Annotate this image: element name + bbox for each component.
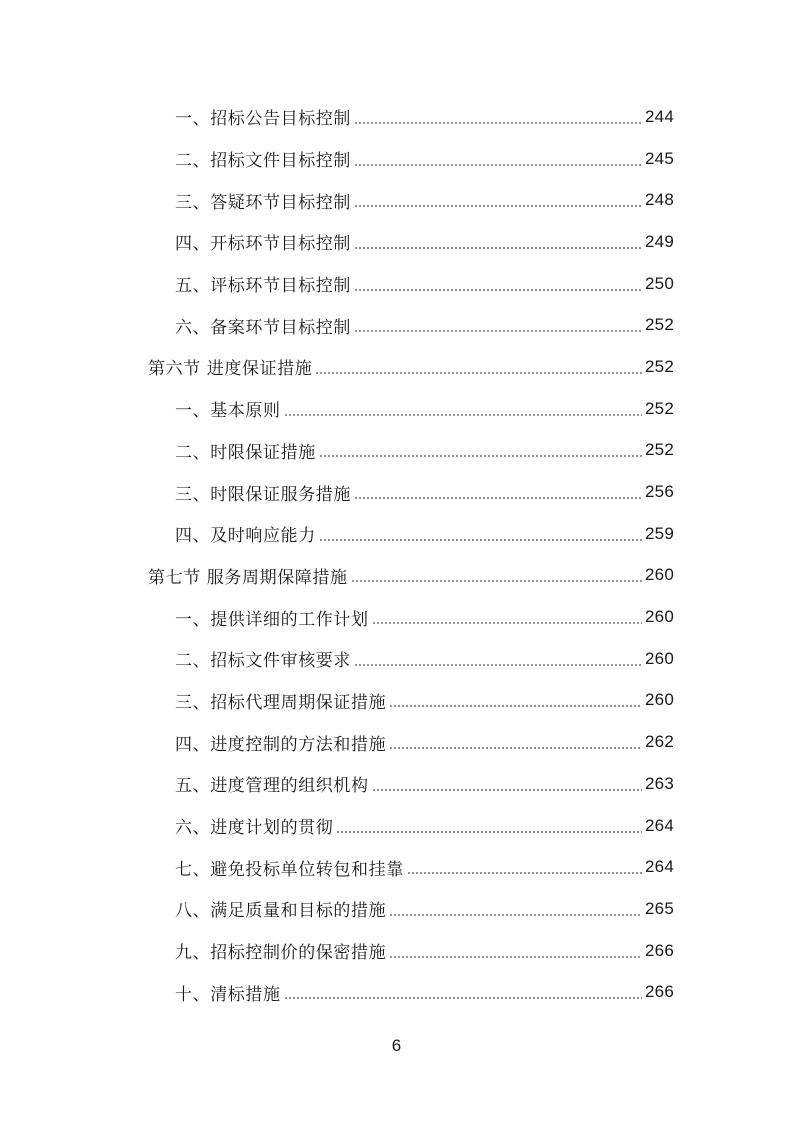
toc-entry-page: 264 — [645, 815, 674, 835]
toc-entry-page: 260 — [645, 607, 674, 627]
toc-entry[interactable] — [0, 763, 793, 805]
toc-entry-page: 252 — [645, 315, 674, 335]
toc-dot-leader — [389, 705, 642, 707]
toc-entry-title: 十、清标措施 — [175, 984, 281, 1005]
toc-section-entry[interactable] — [0, 555, 793, 597]
toc-dot-leader — [372, 622, 642, 624]
toc-entry-page: 248 — [645, 190, 674, 210]
toc-dot-leader — [284, 414, 642, 416]
toc-entry[interactable] — [0, 846, 793, 888]
toc-entry-title: 八、满足质量和目标的措施 — [175, 901, 387, 922]
toc-entry[interactable] — [0, 680, 793, 722]
toc-entry[interactable] — [0, 430, 793, 472]
toc-entry-title: 三、答疑环节目标控制 — [175, 192, 351, 213]
toc-entry-title: 九、招标控制价的保密措施 — [175, 943, 387, 964]
toc-entry[interactable] — [0, 805, 793, 847]
toc-entry-page: 260 — [645, 565, 674, 585]
toc-entry-title: 第六节 进度保证措施 — [148, 359, 313, 380]
toc-entry[interactable] — [0, 221, 793, 263]
toc-entry[interactable] — [0, 179, 793, 221]
toc-dot-leader — [319, 455, 642, 457]
toc-entry-page: 266 — [645, 940, 674, 960]
toc-entry-page: 263 — [645, 773, 674, 793]
toc-entry-page: 252 — [645, 440, 674, 460]
toc-entry-page: 250 — [645, 273, 674, 293]
toc-entry-title: 三、时限保证服务措施 — [175, 484, 351, 505]
toc-entry-title: 二、时限保证措施 — [175, 442, 316, 463]
toc-entry[interactable] — [0, 304, 793, 346]
toc-entry-title: 七、避免投标单位转包和挂靠 — [175, 859, 404, 880]
toc-entry[interactable] — [0, 388, 793, 430]
toc-entry[interactable] — [0, 638, 793, 680]
toc-dot-leader — [315, 372, 642, 374]
toc-entry-page: 252 — [645, 398, 674, 418]
toc-dot-leader — [389, 956, 642, 958]
toc-entry-page: 252 — [645, 356, 674, 376]
toc-entry-page: 265 — [645, 898, 674, 918]
toc-entry-title: 四、开标环节目标控制 — [175, 234, 351, 255]
toc-entry[interactable] — [0, 721, 793, 763]
toc-entry-page: 260 — [645, 648, 674, 668]
toc-entry-page: 262 — [645, 732, 674, 752]
page-number: 6 — [391, 1036, 402, 1055]
toc-entry[interactable] — [0, 596, 793, 638]
toc-entry-title: 六、备案环节目标控制 — [175, 317, 351, 338]
toc-entry-title: 二、招标文件目标控制 — [175, 151, 351, 172]
table-of-contents — [0, 96, 793, 1013]
toc-entry-title: 五、评标环节目标控制 — [175, 276, 351, 297]
toc-entry[interactable] — [0, 930, 793, 972]
toc-entry-page: 266 — [645, 982, 674, 1002]
toc-entry[interactable] — [0, 471, 793, 513]
toc-entry-page: 259 — [645, 523, 674, 543]
toc-section-entry[interactable] — [0, 346, 793, 388]
toc-entry-title: 一、提供详细的工作计划 — [175, 609, 369, 630]
toc-entry-title: 二、招标文件审核要求 — [175, 651, 351, 672]
toc-entry[interactable] — [0, 138, 793, 180]
toc-entry[interactable] — [0, 96, 793, 138]
toc-dot-leader — [284, 997, 642, 999]
toc-dot-leader — [389, 747, 642, 749]
toc-dot-leader — [372, 789, 642, 791]
toc-entry[interactable] — [0, 888, 793, 930]
toc-dot-leader — [354, 205, 642, 207]
toc-dot-leader — [389, 914, 642, 916]
toc-entry-title: 四、进度控制的方法和措施 — [175, 734, 387, 755]
toc-entry-page: 256 — [645, 482, 674, 502]
toc-dot-leader — [354, 664, 642, 666]
toc-dot-leader — [354, 289, 642, 291]
toc-entry-page: 245 — [645, 148, 674, 168]
toc-entry-page: 260 — [645, 690, 674, 710]
toc-dot-leader — [354, 497, 642, 499]
toc-entry-page: 264 — [645, 857, 674, 877]
toc-dot-leader — [351, 580, 642, 582]
toc-dot-leader — [336, 831, 642, 833]
toc-entry-title: 一、基本原则 — [175, 401, 281, 422]
toc-entry-title: 一、招标公告目标控制 — [175, 109, 351, 130]
toc-dot-leader — [319, 539, 642, 541]
toc-dot-leader — [354, 122, 642, 124]
toc-dot-leader — [354, 247, 642, 249]
toc-entry-title: 三、招标代理周期保证措施 — [175, 692, 387, 713]
toc-dot-leader — [354, 330, 642, 332]
toc-entry[interactable] — [0, 971, 793, 1013]
toc-entry[interactable] — [0, 513, 793, 555]
toc-entry-page: 249 — [645, 231, 674, 251]
toc-entry-title: 第七节 服务周期保障措施 — [148, 567, 348, 588]
toc-entry-page: 244 — [645, 106, 674, 126]
toc-entry-title: 五、进度管理的组织机构 — [175, 776, 369, 797]
toc-dot-leader — [407, 872, 642, 874]
toc-entry[interactable] — [0, 263, 793, 305]
toc-entry-title: 四、及时响应能力 — [175, 526, 316, 547]
toc-dot-leader — [354, 164, 642, 166]
toc-entry-title: 六、进度计划的贯彻 — [175, 818, 334, 839]
